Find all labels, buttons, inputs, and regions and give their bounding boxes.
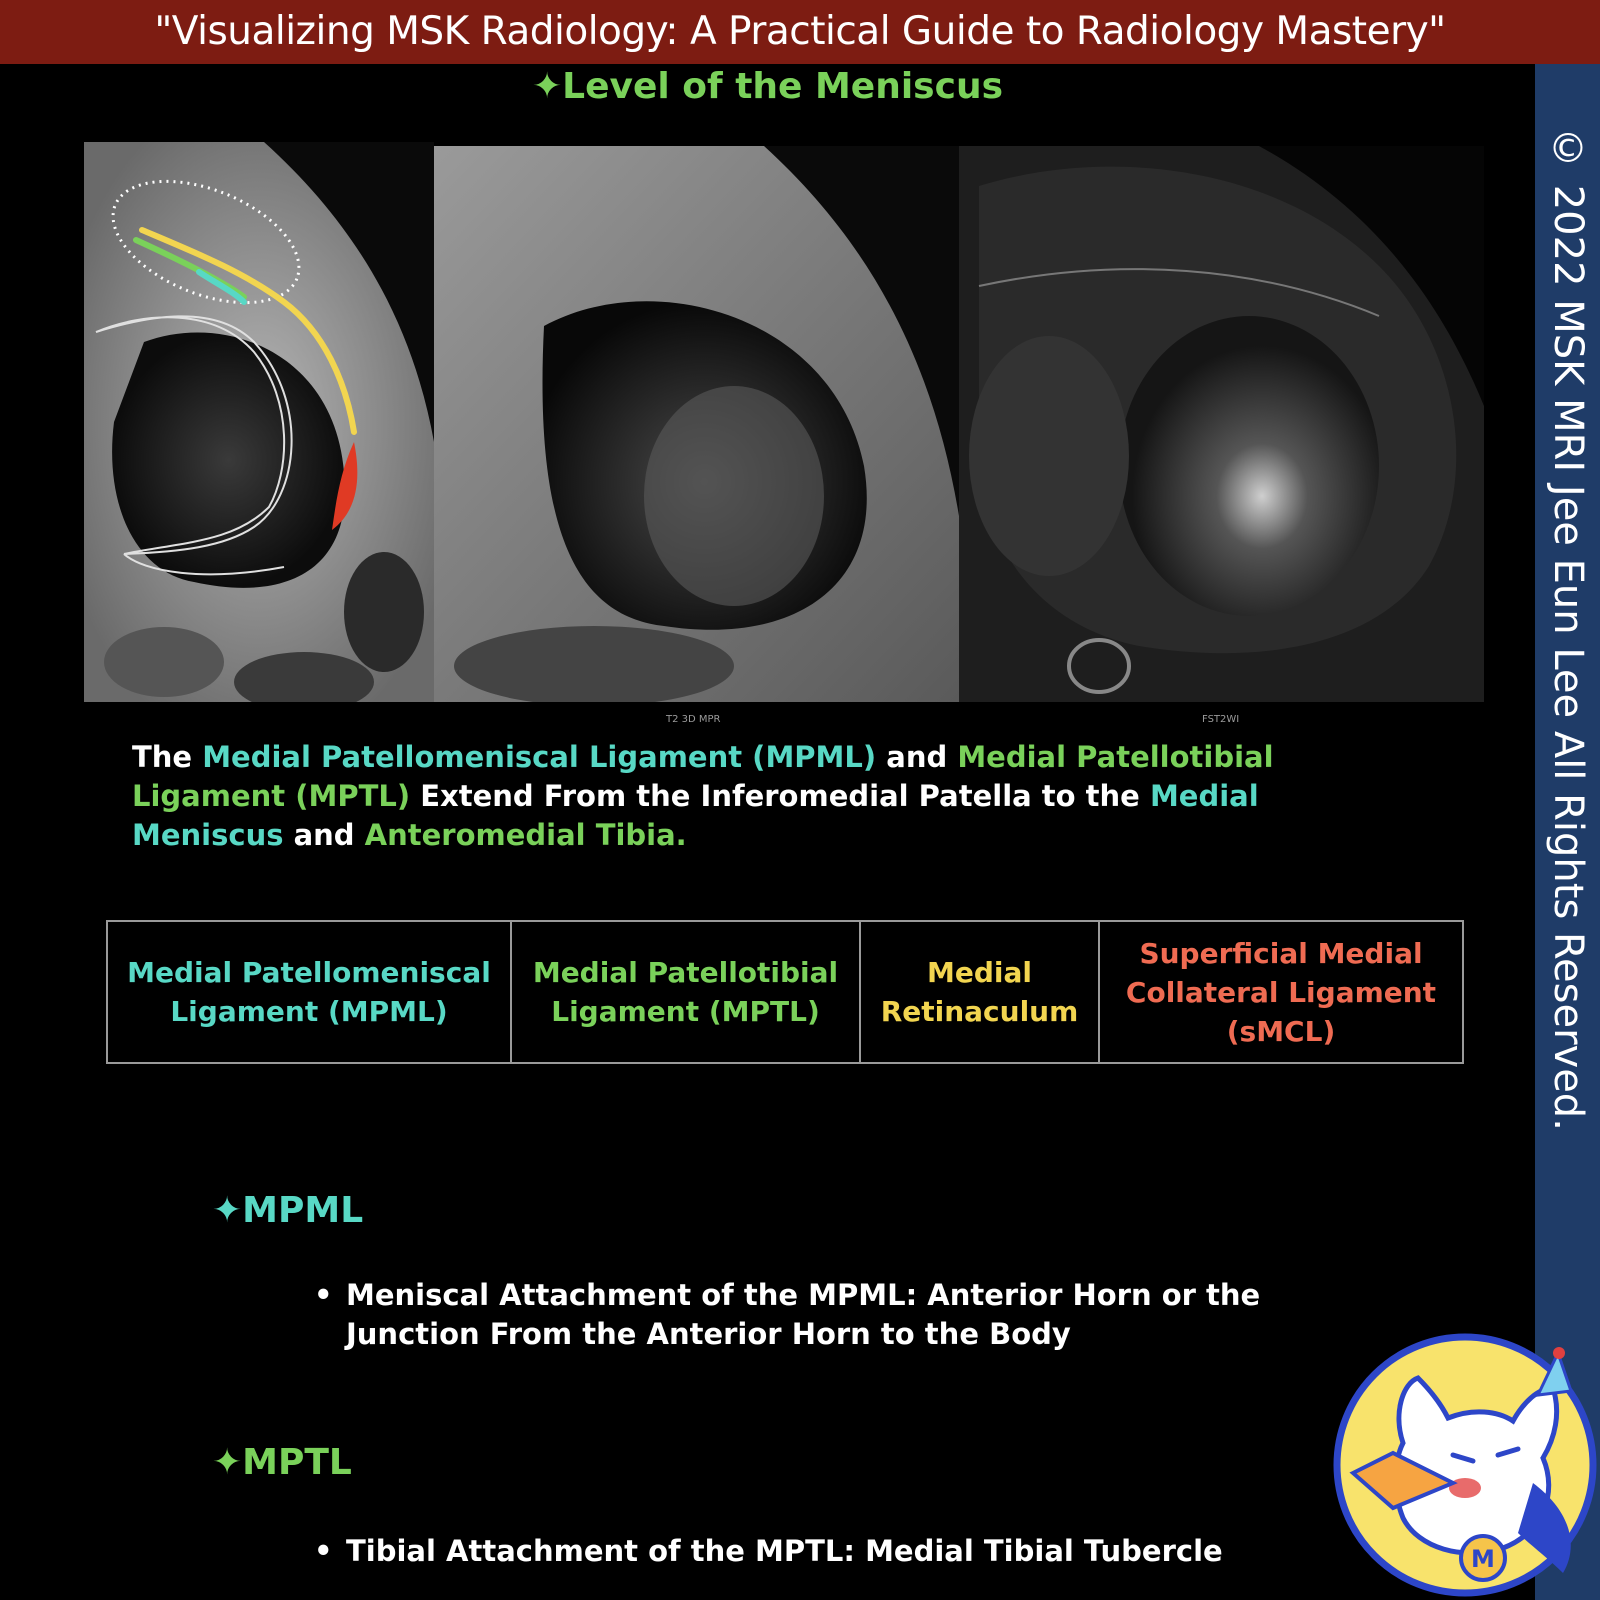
copyright-notice: © 2022 MSK MRI Jee Eun Lee All Rights Reserved. (1545, 126, 1591, 1131)
list-item: • Tibial Attachment of the MPTL: Medial Tibial Tubercle (314, 1532, 1314, 1571)
section-heading-mpml: ✦MPML (212, 1190, 364, 1231)
section-heading-mptl: ✦MPTL (212, 1442, 352, 1483)
description-segment: Medial Patellotibial Ligament (MPTL) (132, 740, 1274, 813)
page-title: "Visualizing MSK Radiology: A Practical Guide to Radiology Mastery" (154, 9, 1446, 54)
description-segment: Medial Patellomeniscal Ligament (MPML) (202, 740, 877, 774)
description-segment: and (283, 818, 365, 852)
mascot-logo (1333, 1333, 1597, 1597)
description-segment: and (876, 740, 958, 774)
bullet-list-mpml (314, 1276, 1314, 1354)
table-row (107, 921, 1463, 1063)
description-text (132, 738, 1312, 855)
ligament-legend-table (106, 920, 1464, 1064)
bullet-list-mptl (314, 1532, 1314, 1571)
description-segment: Anteromedial Tibia. (364, 818, 687, 852)
description-segment: Extend From the Inferomedial Patella to the (410, 779, 1150, 813)
logo-letter: M (1471, 1545, 1495, 1573)
image-caption-t2-3d-mpr: T2 3D MPR (666, 714, 721, 725)
legend-cell-retinaculum: Medial Retinaculum (860, 921, 1099, 1063)
list-item: • Meniscal Attachment of the MPML: Anterior Horn or the Junction From the Anterior Horn to the Body (314, 1276, 1314, 1354)
mri-image-fst2wi (959, 146, 1484, 702)
section-subtitle: ✦Level of the Meniscus (531, 66, 1004, 107)
description-segment: Medial Meniscus (132, 779, 1259, 852)
legend-cell-mpml: Medial Patellomeniscal Ligament (MPML) (107, 921, 511, 1063)
mri-image-t2-3d-mpr (434, 146, 959, 702)
mri-image-annotated (84, 142, 434, 702)
image-caption-fst2wi: FST2WI (1202, 714, 1240, 725)
legend-cell-mptl: Medial Patellotibial Ligament (MPTL) (511, 921, 860, 1063)
description-segment: The (132, 740, 203, 774)
legend-cell-smcl: Superficial Medial Collateral Ligament (sMCL) (1099, 921, 1463, 1063)
